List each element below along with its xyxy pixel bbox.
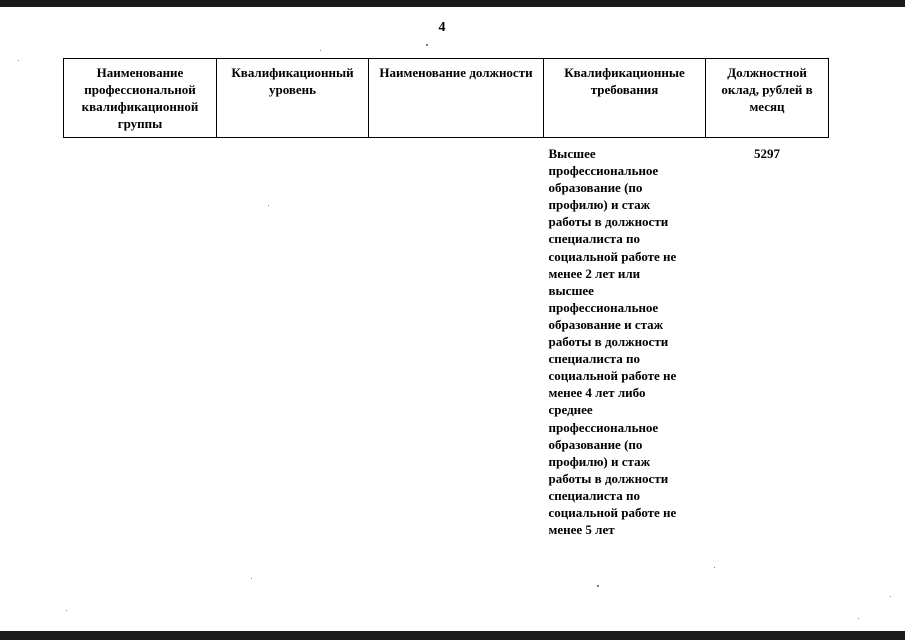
scan-speck (597, 585, 599, 587)
scan-speck (426, 44, 428, 46)
cell-requirements (544, 138, 706, 539)
page-number: 4 (438, 20, 446, 35)
requirements-text: Высшее профессиональное образование (по профилю) и стаж работы в должности специалиста по социальной работе не менее 2 лет или высшее профессиональное образование и стаж работы в должности специалиста по социальной работе не менее 4 лет либо среднее профессиональное образование (по профилю) и стаж работы в должности специалиста по социальной работе не менее 5 лет (548, 146, 677, 538)
cell-salary: 5297 (754, 146, 780, 161)
header-group: Наименование профессиональной квалификационной группы (64, 59, 217, 138)
qualification-table (63, 58, 829, 538)
header-salary: Должностной оклад, рублей в месяц (706, 59, 829, 138)
header-position: Наименование должности (369, 59, 544, 138)
cell-group (64, 138, 217, 539)
scan-border-top (0, 0, 905, 7)
scan-speck (268, 205, 269, 206)
cell-position (369, 138, 544, 539)
scan-speck (890, 596, 891, 597)
table-header-row (64, 59, 829, 138)
scan-speck (18, 60, 19, 61)
cell-level (217, 138, 369, 539)
scan-speck (251, 578, 252, 579)
scan-border-bottom (0, 631, 905, 640)
table-row (64, 138, 829, 539)
scan-speck (66, 610, 67, 611)
header-requirements: Квалификационные требования (544, 59, 706, 138)
scan-speck (858, 618, 859, 619)
header-level: Квалификационный уровень (217, 59, 369, 138)
scan-speck (320, 50, 321, 51)
scan-speck (714, 567, 715, 568)
